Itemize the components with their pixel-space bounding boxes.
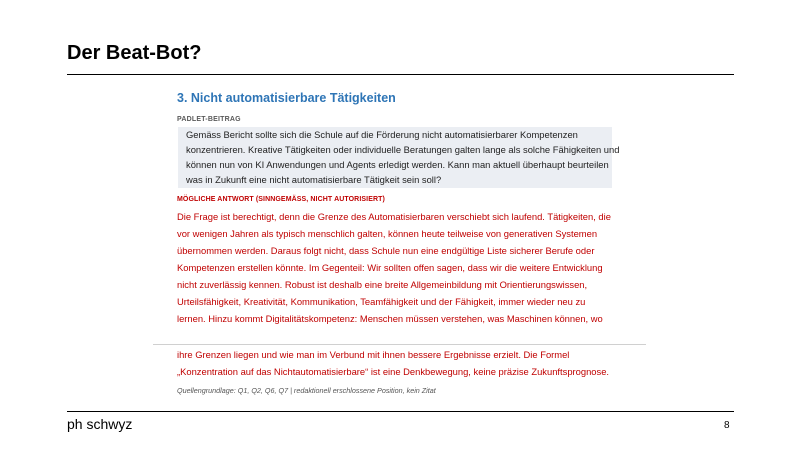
title-divider bbox=[67, 74, 734, 75]
answer-line: Kompetenzen erstellen könnte. Im Gegenteil: Wir sollten offen sagen, dass wir die weitere Entwicklung bbox=[177, 262, 603, 273]
padlet-line: Gemäss Bericht sollte sich die Schule auf die Förderung nicht automatisierbarer Kompetenzen bbox=[186, 129, 578, 140]
answer-line: Urteilsfähigkeit, Kreativität, Kommunikation, Teamfähigkeit und der Fähigkeit, immer wieder neu zu bbox=[177, 296, 586, 307]
page-number: 8 bbox=[724, 420, 730, 431]
slide-title: Der Beat-Bot? bbox=[67, 42, 202, 64]
answer-line: „Konzentration auf das Nichtautomatisierbare“ ist eine Denkbewegung, keine präzise Zukunftsprognose. bbox=[177, 366, 610, 377]
padlet-line: können nun von KI Anwendungen und Agents erledigt werden. Kann man aktuell überhaupt beurteilen bbox=[186, 159, 609, 170]
answer-line: vor wenigen Jahren als typisch menschlich galten, können heute teilweise von generativen Systemen bbox=[177, 228, 598, 239]
section-heading: 3. Nicht automatisierbare Tätigkeiten bbox=[177, 91, 396, 105]
padlet-line: was in Zukunft eine nicht automatisierbare Tätigkeit sein soll? bbox=[186, 174, 442, 185]
answer-label: MÖGLICHE ANTWORT (SINNGEMÄSS, NICHT AUTORISIERT) bbox=[177, 196, 385, 203]
padlet-label: PADLET-BEITRAG bbox=[177, 116, 241, 123]
answer-line: Die Frage ist berechtigt, denn die Grenze des Automatisierbaren verschiebt sich laufend. Tätigkeiten, die bbox=[177, 211, 611, 222]
answer-line: ihre Grenzen liegen und wie man im Verbund mit ihnen bessere Ergebnisse erzielt. Die Formel bbox=[177, 349, 570, 360]
footer-logo: ph schwyz bbox=[67, 416, 133, 432]
answer-line: übernommen werden. Daraus folgt nicht, dass Schule nun eine endgültige Liste sicherer Berufe oder bbox=[177, 245, 595, 256]
footer-divider bbox=[67, 411, 734, 412]
padlet-line: konzentrieren. Kreative Tätigkeiten oder individuelle Beratungen galten lange als solche Fähigkeiten und bbox=[186, 144, 620, 155]
source-note: Quellengrundlage: Q1, Q2, Q6, Q7 | redaktionell erschlossene Position, kein Zitat bbox=[177, 386, 436, 395]
page-break-divider bbox=[153, 344, 646, 345]
answer-line: nicht zuverlässig kennen. Robust ist deshalb eine breite Allgemeinbildung mit Orientierungswissen, bbox=[177, 279, 588, 290]
answer-line: lernen. Hinzu kommt Digitalitätskompetenz: Menschen müssen verstehen, was Maschinen können, wo bbox=[177, 313, 603, 324]
